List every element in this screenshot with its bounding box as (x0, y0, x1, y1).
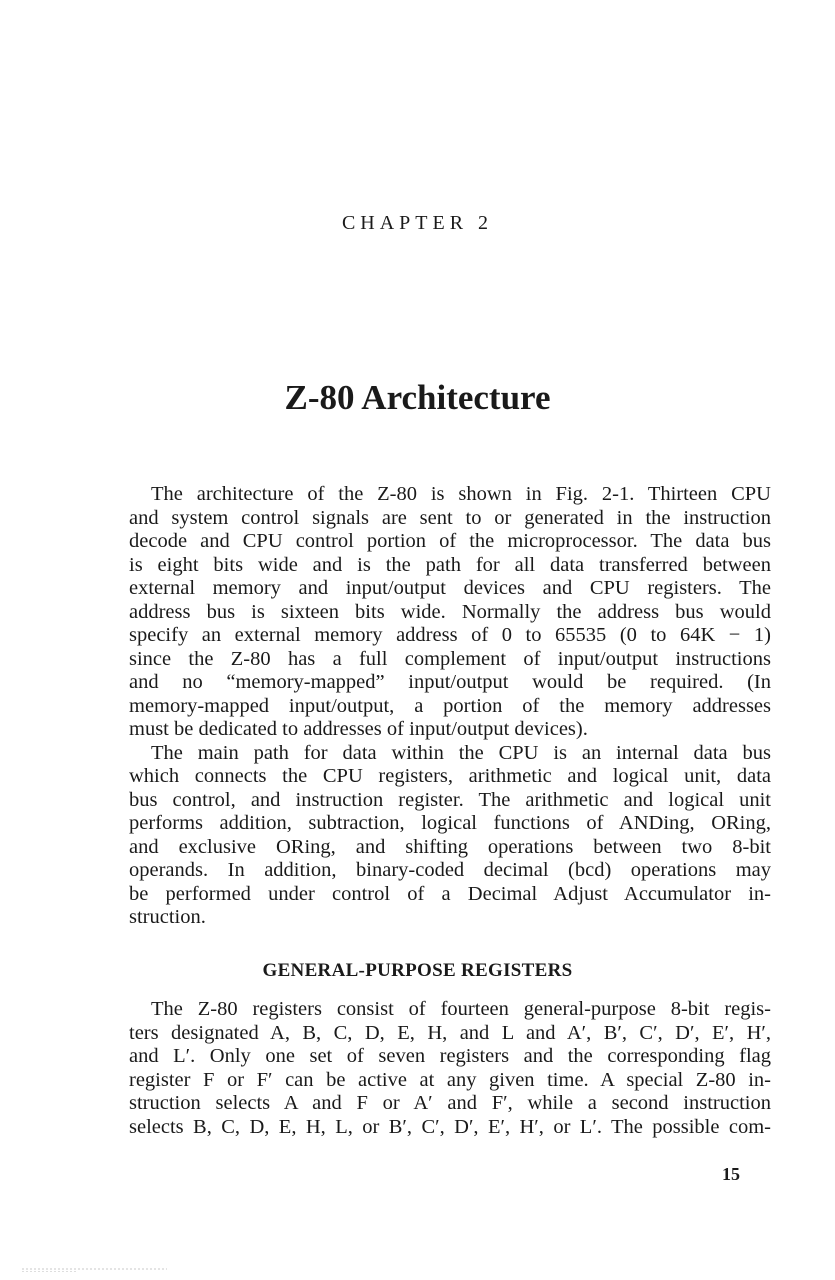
chapter-label: CHAPTER 2 (341, 212, 494, 234)
text-line: struction. (129, 906, 206, 928)
text-line: ters designated A, B, C, D, E, H, and L and A′, B′, C′, D′, E′, H′, (129, 1021, 771, 1044)
text-line: must be dedicated to addresses of input/output devices). (129, 718, 588, 740)
section-heading: GENERAL-PURPOSE REGISTERS (262, 960, 573, 981)
text-line: bus control, and instruction register. The arithmetic and logical unit (129, 788, 771, 811)
chapter-title: Z-80 Architecture (284, 378, 551, 417)
text-line: The main path for data within the CPU is an internal data bus (151, 741, 771, 764)
section-paragraph-1 (129, 998, 771, 1139)
intro-paragraph-1 (129, 483, 771, 742)
text-line: decode and CPU control portion of the microprocessor. The data bus (129, 530, 771, 552)
page-number: 15 (722, 1164, 740, 1184)
text-line: memory-mapped input/output, a portion of the memory addresses (129, 694, 771, 717)
text-line: struction selects A and F or A′ and F′, while a second instruction (129, 1092, 771, 1114)
text-line: which connects the CPU registers, arithmetic and logical unit, data (129, 765, 771, 787)
text-line: is eight bits wide and is the path for all data transferred between (129, 553, 771, 576)
text-line: The architecture of the Z-80 is shown in Fig. 2-1. Thirteen CPU (151, 483, 771, 505)
text-line: The Z-80 registers consist of fourteen general-purpose 8-bit regis- (151, 998, 771, 1020)
text-line: register F or F′ can be active at any given time. A special Z-80 in- (129, 1068, 771, 1091)
text-line: be performed under control of a Decimal Adjust Accumulator in- (129, 882, 771, 905)
text-line: and exclusive ORing, and shifting operations between two 8-bit (129, 835, 771, 858)
intro-paragraph-2 (129, 742, 771, 930)
text-line: and L′. Only one set of seven registers and the corresponding flag (129, 1045, 771, 1067)
text-line: and no “memory-mapped” input/output would be required. (In (129, 671, 771, 693)
text-line: external memory and input/output devices and CPU registers. The (129, 577, 771, 599)
text-line: operands. In addition, binary-coded decimal (bcd) operations may (129, 859, 771, 881)
text-line: performs addition, subtraction, logical functions of ANDing, ORing, (129, 812, 771, 834)
scan-artifact (22, 1271, 77, 1272)
text-line: specify an external memory address of 0 to 65535 (0 to 64K − 1) (129, 624, 771, 646)
text-line: since the Z-80 has a full complement of input/output instructions (129, 647, 771, 670)
text-line: and system control signals are sent to or generated in the instruction (129, 506, 771, 529)
text-line: selects B, C, D, E, H, L, or B′, C′, D′, E′, H′, or L′. The possible com- (129, 1115, 771, 1138)
text-line: address bus is sixteen bits wide. Normally the address bus would (129, 600, 771, 623)
scan-artifact (22, 1268, 167, 1270)
